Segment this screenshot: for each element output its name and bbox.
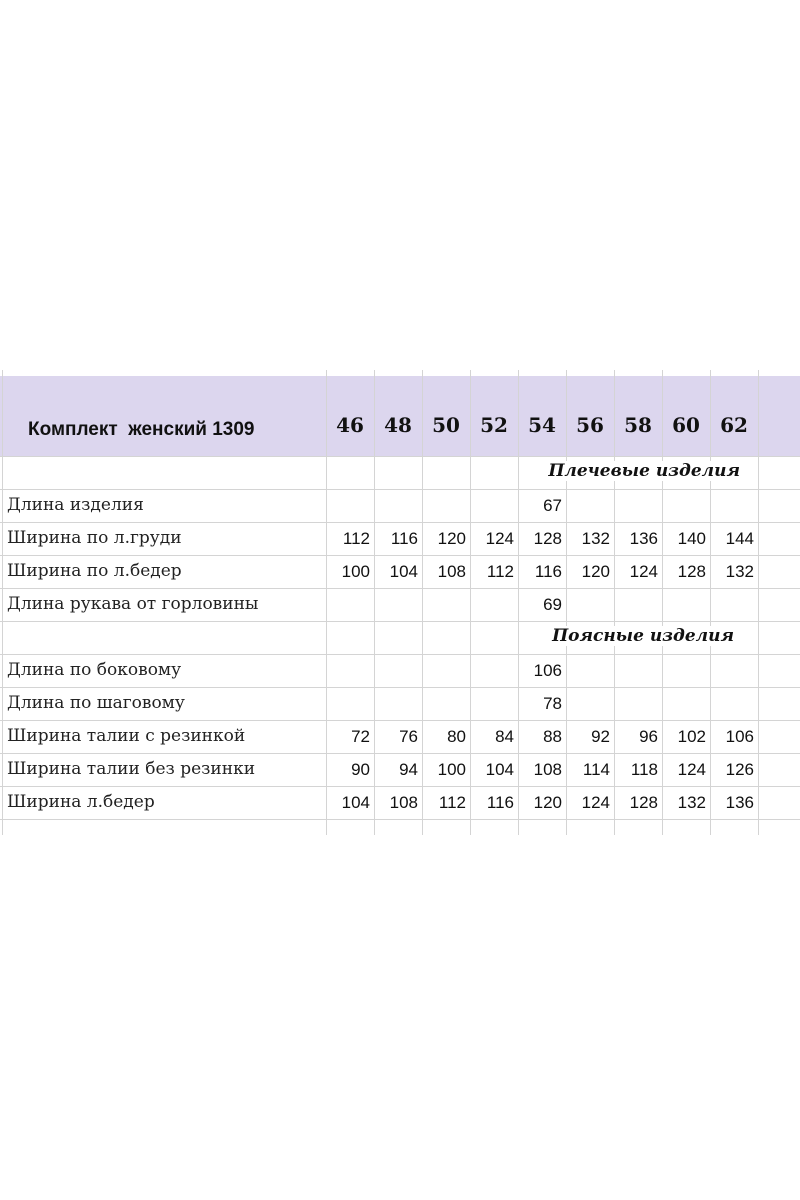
measurement-value: 124 <box>629 562 658 581</box>
row-gridline <box>0 786 800 787</box>
measurement-label: Длина по шаговому <box>7 693 189 713</box>
measurement-value: 120 <box>533 793 562 812</box>
size-header-cell: 46 <box>336 413 364 437</box>
column-gridline <box>758 370 759 835</box>
measurement-value: 132 <box>581 529 610 548</box>
measurement-value: 132 <box>725 562 754 581</box>
measurement-value: 114 <box>582 760 610 779</box>
measurement-value: 67 <box>543 496 562 515</box>
row-gridline <box>0 819 800 820</box>
size-header-cell: 62 <box>720 413 748 437</box>
row-gridline <box>0 621 800 622</box>
measurement-value: 88 <box>543 727 562 746</box>
measurement-value: 124 <box>581 793 610 812</box>
measurement-value: 136 <box>725 793 754 812</box>
size-header-cell: 58 <box>624 413 652 437</box>
measurement-value: 128 <box>677 562 706 581</box>
measurement-value: 84 <box>495 727 514 746</box>
measurement-value: 132 <box>677 793 706 812</box>
row-gridline <box>0 588 800 589</box>
row-gridline <box>0 654 800 655</box>
measurement-value: 92 <box>591 727 610 746</box>
measurement-value: 112 <box>486 562 514 581</box>
size-header-cell: 54 <box>528 413 556 437</box>
measurement-value: 69 <box>543 595 562 614</box>
row-gridline <box>0 687 800 688</box>
measurement-value: 100 <box>437 760 466 779</box>
measurement-value: 116 <box>534 562 562 581</box>
measurement-value: 72 <box>351 727 370 746</box>
measurement-value: 118 <box>630 760 658 779</box>
row-gridline <box>0 720 800 721</box>
measurement-label: Ширина талии без резинки <box>7 759 259 779</box>
measurement-label: Ширина талии с резинкой <box>7 726 249 746</box>
measurement-value: 144 <box>725 529 754 548</box>
measurement-value: 124 <box>677 760 706 779</box>
product-title: Комплект женский 1309 <box>28 419 255 440</box>
measurement-value: 106 <box>725 727 754 746</box>
measurement-value: 124 <box>485 529 514 548</box>
measurement-value: 104 <box>389 562 418 581</box>
measurement-value: 100 <box>341 562 370 581</box>
measurement-label: Длина по боковому <box>7 660 185 680</box>
measurement-label: Длина рукава от горловины <box>7 594 262 614</box>
size-header-cell: 56 <box>576 413 604 437</box>
measurement-value: 116 <box>486 793 514 812</box>
measurement-value: 104 <box>485 760 514 779</box>
size-header-cell: 48 <box>384 413 412 437</box>
measurement-value: 104 <box>341 793 370 812</box>
measurement-value: 108 <box>533 760 562 779</box>
measurement-value: 94 <box>399 760 418 779</box>
measurement-label: Ширина по л.груди <box>7 528 186 548</box>
measurement-value: 108 <box>389 793 418 812</box>
measurement-value: 112 <box>342 529 370 548</box>
size-header-cell: 60 <box>672 413 700 437</box>
measurement-value: 76 <box>399 727 418 746</box>
row-gridline <box>0 522 800 523</box>
measurement-label: Ширина л.бедер <box>7 792 159 812</box>
measurement-value: 116 <box>390 529 418 548</box>
measurement-label: Ширина по л.бедер <box>7 561 186 581</box>
size-header-cell: 50 <box>432 413 460 437</box>
measurement-value: 120 <box>581 562 610 581</box>
measurement-value: 80 <box>447 727 466 746</box>
row-gridline <box>0 456 800 457</box>
column-gridline <box>2 370 3 835</box>
row-gridline <box>0 555 800 556</box>
measurement-value: 112 <box>438 793 466 812</box>
row-gridline <box>0 753 800 754</box>
measurement-value: 140 <box>677 529 706 548</box>
row-gridline <box>0 489 800 490</box>
measurement-value: 106 <box>533 661 562 680</box>
measurement-value: 108 <box>437 562 466 581</box>
measurement-value: 120 <box>437 529 466 548</box>
measurement-value: 136 <box>629 529 658 548</box>
measurement-value: 128 <box>629 793 658 812</box>
measurement-value: 90 <box>351 760 370 779</box>
size-header-cell: 52 <box>480 413 508 437</box>
section-title: Поясные изделия <box>548 626 738 646</box>
measurement-value: 96 <box>639 727 658 746</box>
measurement-value: 102 <box>677 727 706 746</box>
measurement-value: 126 <box>725 760 754 779</box>
measurement-value: 128 <box>533 529 562 548</box>
measurement-value: 78 <box>543 694 562 713</box>
size-chart-sheet <box>0 370 800 830</box>
measurement-label: Длина изделия <box>7 495 148 515</box>
section-title: Плечевые изделия <box>544 461 744 481</box>
